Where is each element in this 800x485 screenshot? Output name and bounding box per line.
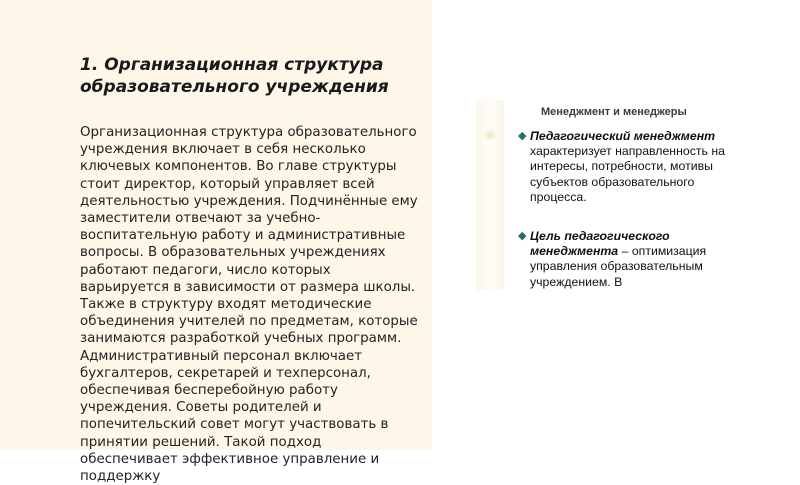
- bullet-item: [518, 229, 730, 290]
- bullet-diamond-icon: ◆: [518, 230, 527, 242]
- slide-body-text: Организационная структура образовательного учреждения включает в себя несколько ключевых компонентов. Во главе структуры стоит директор, который управляет всей деятельностью учреждения. Подчинённые ему заместители отвечают за учебно-воспитательную работу и административные вопросы. В образовательных учреждениях работают педагоги, число которых варьируется в зависимости от размера школы. Также в структуру входят методические объединения учителей по предметам, которые занимаются разработкой учебных программ. Административный персонал включает бухгалтеров, секретарей и техперсонал, обеспечивая бесперебойную работу учреждения. Советы родителей и попечительский совет могут участвовать в принятии решений. Такой подход обеспечивает эффективное управление и поддержку: [80, 125, 418, 485]
- bullet-term: Цель педагогического менеджмента: [530, 229, 670, 259]
- bullet-text: – оптимизация управления образовательным учреждением. В: [530, 244, 707, 289]
- bullet-term: Педагогический менеджмент: [530, 129, 716, 143]
- embedded-slide-title: Менеджмент и менеджеры: [541, 106, 687, 118]
- slide-title: 1. Организационная структура образовательного учреждения: [80, 55, 389, 97]
- bullet-diamond-icon: ◆: [518, 130, 527, 142]
- bullet-text: характеризует направленность на интересы, потребности, мотивы субъектов образовательного процесса.: [530, 144, 725, 204]
- bullet-item: [518, 129, 730, 205]
- decorative-glow-dot: [484, 128, 496, 142]
